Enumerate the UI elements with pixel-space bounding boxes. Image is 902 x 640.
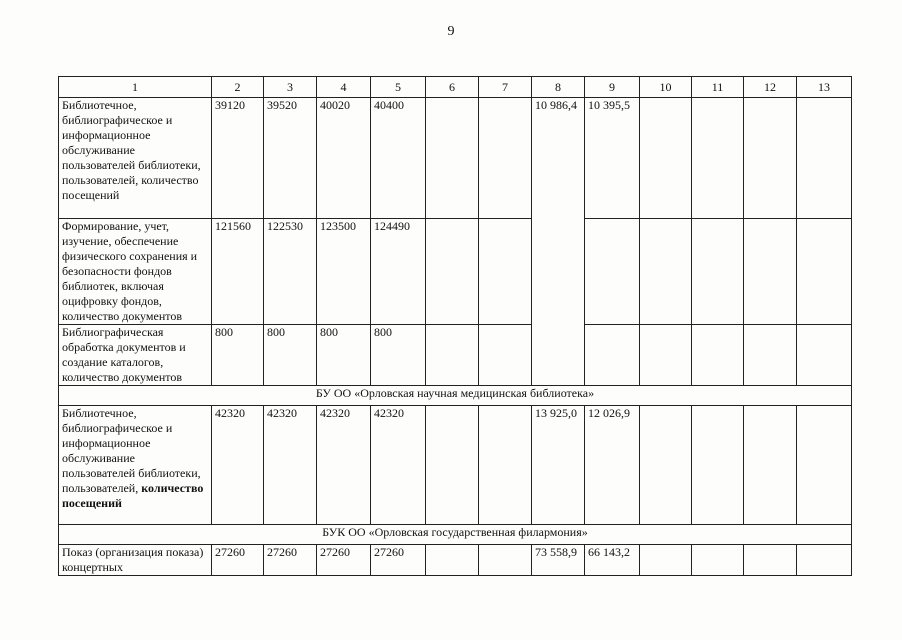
table-cell xyxy=(479,98,532,219)
table-cell xyxy=(744,325,797,386)
table-cell xyxy=(797,98,852,219)
table-cell xyxy=(640,219,692,325)
table-cell xyxy=(585,325,640,386)
table-cell: 73 558,9 xyxy=(532,545,585,576)
page-number: 9 xyxy=(447,24,455,39)
table-cell xyxy=(692,219,744,325)
table-cell xyxy=(426,406,479,525)
row-label: Показ (организация показа) концертных xyxy=(59,545,212,576)
table-cell xyxy=(479,325,532,386)
table-cell: 13 925,0 xyxy=(532,406,585,525)
table-cell xyxy=(585,219,640,325)
section-title: БУК ОО «Орловская государственная филармония» xyxy=(59,525,852,545)
table-cell xyxy=(797,545,852,576)
table-cell: 40400 xyxy=(371,98,426,219)
table-cell: 121560 xyxy=(212,219,264,325)
table-cell: 39520 xyxy=(264,98,317,219)
column-header: 11 xyxy=(692,77,744,98)
column-header: 9 xyxy=(585,77,640,98)
table-cell xyxy=(640,545,692,576)
table-cell xyxy=(426,98,479,219)
table-cell: 122530 xyxy=(264,219,317,325)
table-row xyxy=(59,406,852,525)
table-cell xyxy=(426,545,479,576)
table-cell: 27260 xyxy=(317,545,371,576)
column-header: 7 xyxy=(479,77,532,98)
section-row xyxy=(59,386,852,406)
column-header: 1 xyxy=(59,77,212,98)
table-cell: 800 xyxy=(317,325,371,386)
table-cell: 12 026,9 xyxy=(585,406,640,525)
row-label-text: Библиотечное, библиографическое и информационное обслуживание пользователей библиотеки, пользователей, xyxy=(62,406,201,495)
column-header: 3 xyxy=(264,77,317,98)
table-cell: 124490 xyxy=(371,219,426,325)
table-cell: 39120 xyxy=(212,98,264,219)
table-cell: 66 143,2 xyxy=(585,545,640,576)
table-cell xyxy=(640,98,692,219)
row-label: Библиотечное, библиографическое и информационное обслуживание пользователей библиотеки, пользователей, количество посещений xyxy=(59,98,212,219)
table-cell xyxy=(744,406,797,525)
row-label: Формирование, учет, изучение, обеспечение физического сохранения и безопасности фондов библиотек, включая оцифровку фондов, количество документов xyxy=(59,219,212,325)
table-cell xyxy=(797,325,852,386)
column-header: 4 xyxy=(317,77,371,98)
table-cell: 27260 xyxy=(212,545,264,576)
table-cell xyxy=(692,545,744,576)
table-cell: 10 395,5 xyxy=(585,98,640,219)
table-cell xyxy=(479,406,532,525)
column-header: 6 xyxy=(426,77,479,98)
table-row xyxy=(59,98,852,219)
row-label-bold-text: количество посещений xyxy=(62,481,204,510)
table-cell xyxy=(744,98,797,219)
table-cell xyxy=(797,406,852,525)
table-cell: 42320 xyxy=(317,406,371,525)
budget-table xyxy=(58,76,852,576)
table-row xyxy=(59,219,852,325)
column-header: 13 xyxy=(797,77,852,98)
table-cell: 27260 xyxy=(264,545,317,576)
column-header: 5 xyxy=(371,77,426,98)
column-header: 12 xyxy=(744,77,797,98)
table-cell xyxy=(692,325,744,386)
table-cell xyxy=(744,545,797,576)
table-cell xyxy=(797,219,852,325)
table-cell xyxy=(426,219,479,325)
table-cell: 42320 xyxy=(264,406,317,525)
table-cell xyxy=(692,98,744,219)
section-row xyxy=(59,525,852,545)
table-cell: 800 xyxy=(371,325,426,386)
table-cell: 40020 xyxy=(317,98,371,219)
column-header: 2 xyxy=(212,77,264,98)
row-label xyxy=(59,406,212,525)
table-cell: 27260 xyxy=(371,545,426,576)
table-cell xyxy=(479,219,532,325)
table-row xyxy=(59,545,852,576)
table-cell: 42320 xyxy=(371,406,426,525)
section-title: БУ ОО «Орловская научная медицинская библиотека» xyxy=(59,386,852,406)
table-cell: 800 xyxy=(264,325,317,386)
table-cell xyxy=(640,325,692,386)
table-cell xyxy=(479,545,532,576)
row-label: Библиографическая обработка документов и создание каталогов, количество документов xyxy=(59,325,212,386)
header-row xyxy=(59,77,852,98)
column-header: 10 xyxy=(640,77,692,98)
table-cell xyxy=(640,406,692,525)
table-cell-merged: 10 986,4 xyxy=(532,98,585,386)
table-row xyxy=(59,325,852,386)
table-cell xyxy=(692,406,744,525)
table-cell xyxy=(744,219,797,325)
table-cell xyxy=(426,325,479,386)
table-cell: 123500 xyxy=(317,219,371,325)
column-header: 8 xyxy=(532,77,585,98)
table-cell: 800 xyxy=(212,325,264,386)
table-cell: 42320 xyxy=(212,406,264,525)
